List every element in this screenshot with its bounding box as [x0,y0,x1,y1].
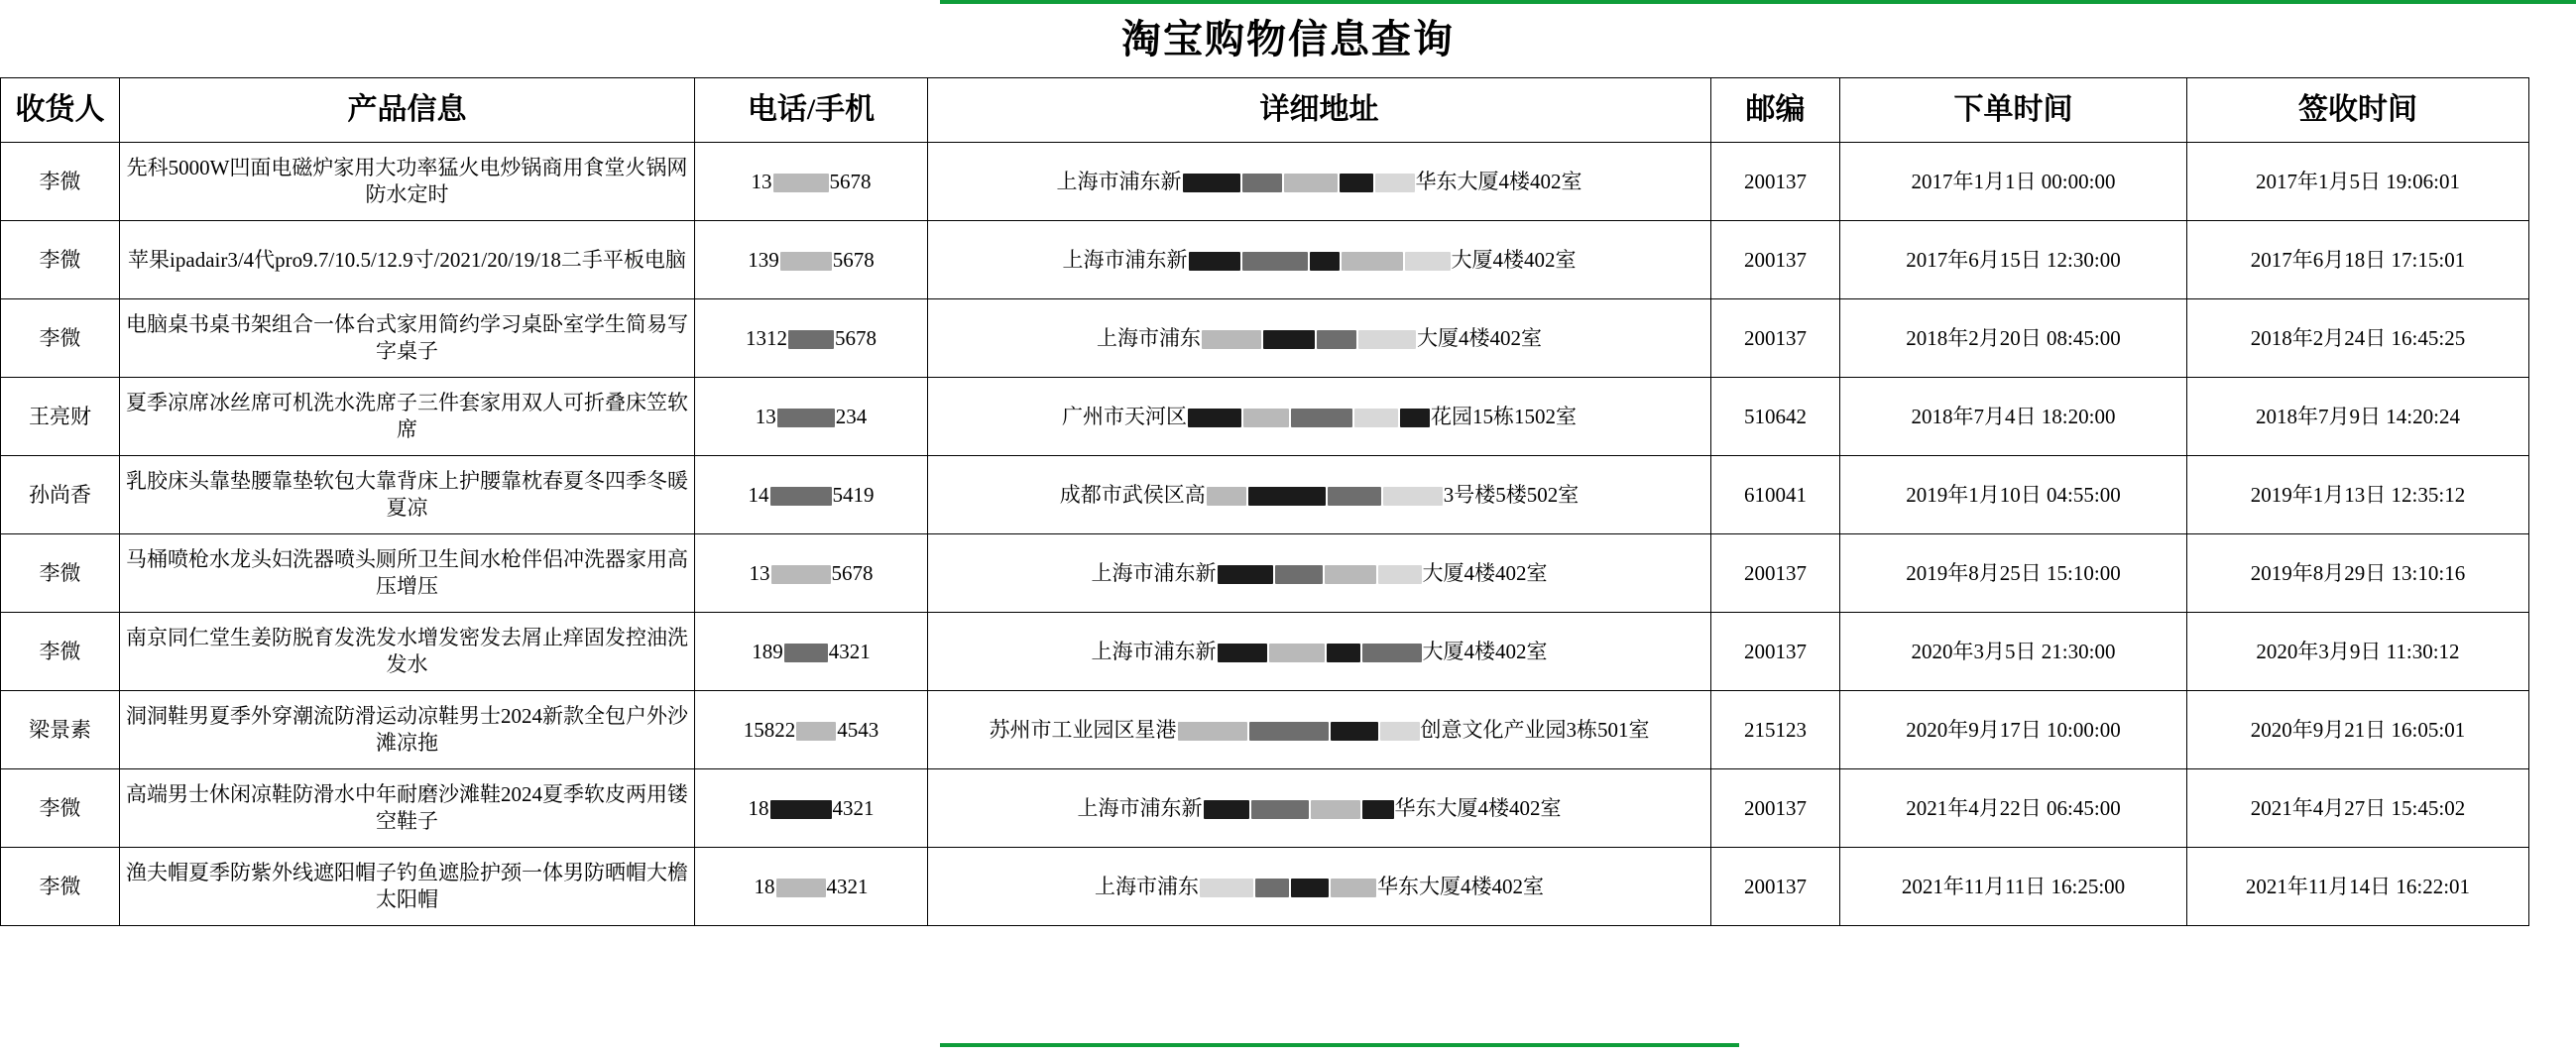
cell-product: 乳胶床头靠垫腰靠垫软包大靠背床上护腰靠枕春夏冬四季冬暖夏凉 [120,456,695,534]
redaction-mask [1331,879,1376,897]
cell-order-time: 2020年9月17日 10:00:00 [1840,691,2187,769]
cell-address [928,691,1711,769]
redaction-mask [1311,800,1360,819]
cell-zip: 610041 [1711,456,1840,534]
phone-suffix: 4321 [828,639,871,663]
cell-recipient: 李微 [1,299,120,378]
cell-product: 洞洞鞋男夏季外穿潮流防滑运动凉鞋男士2024新款全包户外沙滩凉拖 [120,691,695,769]
redaction-mask [771,565,831,584]
cell-zip: 215123 [1711,691,1840,769]
cell-recipient: 孙尚香 [1,456,120,534]
phone-suffix: 234 [835,404,868,428]
redaction-mask [1249,722,1329,741]
redaction-mask [776,879,826,897]
redaction-mask [1325,565,1376,584]
cell-receive-time: 2020年3月9日 11:30:12 [2187,613,2529,691]
phone-suffix: 5678 [835,325,877,350]
redaction-mask [788,330,834,349]
address-suffix: 大厦4楼402室 [1417,325,1542,350]
phone-suffix: 4321 [826,874,869,898]
phone-prefix: 15822 [743,717,796,742]
redaction-mask [1251,800,1309,819]
cell-phone [695,769,928,848]
cell-zip: 200137 [1711,848,1840,926]
col-header-product: 产品信息 [120,78,695,143]
redaction-mask [1383,487,1443,506]
cell-order-time: 2020年3月5日 21:30:00 [1840,613,2187,691]
cell-receive-time: 2021年11月14日 16:22:01 [2187,848,2529,926]
cell-recipient: 李微 [1,613,120,691]
table-row [1,848,2529,926]
cell-phone [695,613,928,691]
phone-prefix: 14 [748,482,769,507]
cell-phone [695,848,928,926]
redaction-mask [780,252,832,271]
cell-recipient: 李微 [1,143,120,221]
redaction-mask [1291,879,1329,897]
table-row [1,456,2529,534]
col-header-recipient: 收货人 [1,78,120,143]
col-header-phone: 电话/手机 [695,78,928,143]
top-accent-bar [940,0,2576,4]
redaction-mask [1378,565,1422,584]
redaction-mask [1183,174,1240,192]
cell-phone [695,534,928,613]
redaction-mask [1207,487,1246,506]
address-suffix: 大厦4楼402室 [1422,639,1548,663]
redaction-mask [777,409,835,427]
cell-zip: 200137 [1711,534,1840,613]
phone-prefix: 189 [752,639,783,663]
phone-prefix: 13 [751,169,772,193]
redaction-mask [1242,174,1282,192]
redaction-mask [1310,252,1340,271]
address-prefix: 上海市浦东新 [1062,247,1188,272]
bottom-accent-bar [940,1043,1739,1047]
phone-suffix: 4321 [832,795,875,820]
redaction-mask [1275,565,1323,584]
cell-recipient: 王亮财 [1,378,120,456]
redaction-mask [1269,644,1325,662]
cell-receive-time: 2021年4月27日 15:45:02 [2187,769,2529,848]
cell-address [928,299,1711,378]
cell-zip: 200137 [1711,143,1840,221]
cell-address [928,848,1711,926]
table-row [1,221,2529,299]
cell-receive-time: 2020年9月21日 16:05:01 [2187,691,2529,769]
phone-prefix: 139 [748,247,779,272]
redaction-mask [1400,409,1430,427]
address-suffix: 3号楼5楼502室 [1443,482,1580,507]
address-prefix: 广州市天河区 [1062,404,1187,428]
page-title: 淘宝购物信息查询 [1121,17,1455,61]
cell-recipient: 李微 [1,769,120,848]
cell-phone [695,299,928,378]
cell-recipient: 梁景素 [1,691,120,769]
address-prefix: 上海市浦东新 [1091,639,1217,663]
cell-receive-time: 2017年6月18日 17:15:01 [2187,221,2529,299]
cell-product: 渔夫帽夏季防紫外线遮阳帽子钓鱼遮脸护颈一体男防晒帽大檐太阳帽 [120,848,695,926]
cell-product: 电脑桌书桌书架组合一体台式家用简约学习桌卧室学生简易写字桌子 [120,299,695,378]
cell-receive-time: 2019年8月29日 13:10:16 [2187,534,2529,613]
redaction-mask [770,487,832,506]
phone-suffix: 5419 [832,482,875,507]
phone-suffix: 5678 [829,169,872,193]
redaction-mask [770,800,832,819]
redaction-mask [1202,330,1261,349]
cell-order-time: 2018年2月20日 08:45:00 [1840,299,2187,378]
cell-product: 南京同仁堂生姜防脱育发洗发水增发密发去屑止痒固发控油洗发水 [120,613,695,691]
order-table [0,77,2529,926]
table-row [1,299,2529,378]
cell-recipient: 李微 [1,848,120,926]
cell-order-time: 2019年1月10日 04:55:00 [1840,456,2187,534]
redaction-mask [1362,800,1394,819]
redaction-mask [1331,722,1378,741]
phone-prefix: 13 [755,404,776,428]
cell-recipient: 李微 [1,534,120,613]
col-header-address: 详细地址 [928,78,1711,143]
cell-order-time: 2019年8月25日 15:10:00 [1840,534,2187,613]
phone-suffix: 5678 [831,560,874,585]
address-prefix: 上海市浦东 [1097,325,1201,350]
table-row [1,378,2529,456]
cell-phone [695,456,928,534]
phone-prefix: 18 [754,874,775,898]
col-header-receive-time: 签收时间 [2187,78,2529,143]
redaction-mask [1317,330,1356,349]
table-header-row [1,78,2529,143]
cell-order-time: 2021年11月11日 16:25:00 [1840,848,2187,926]
table-row [1,769,2529,848]
cell-address [928,769,1711,848]
cell-receive-time: 2017年1月5日 19:06:01 [2187,143,2529,221]
cell-phone [695,378,928,456]
phone-prefix: 1312 [746,325,787,350]
redaction-mask [1189,252,1240,271]
redaction-mask [1380,722,1420,741]
redaction-mask [1243,409,1289,427]
cell-product: 先科5000W凹面电磁炉家用大功率猛火电炒锅商用食堂火锅网防水定时 [120,143,695,221]
cell-zip: 510642 [1711,378,1840,456]
redaction-mask [1255,879,1289,897]
table-row [1,613,2529,691]
redaction-mask [1358,330,1416,349]
cell-phone [695,691,928,769]
cell-phone [695,143,928,221]
cell-product: 苹果ipadair3/4代pro9.7/10.5/12.9寸/2021/20/19/18二手平板电脑 [120,221,695,299]
redaction-mask [1204,800,1249,819]
cell-order-time: 2021年4月22日 06:45:00 [1840,769,2187,848]
redaction-mask [1405,252,1451,271]
cell-address [928,456,1711,534]
cell-order-time: 2017年1月1日 00:00:00 [1840,143,2187,221]
redaction-mask [1375,174,1415,192]
address-prefix: 上海市浦东新 [1077,795,1203,820]
phone-prefix: 18 [748,795,769,820]
table-row [1,534,2529,613]
cell-receive-time: 2018年2月24日 16:45:25 [2187,299,2529,378]
redaction-mask [1218,644,1267,662]
redaction-mask [1218,565,1273,584]
redaction-mask [1328,487,1381,506]
cell-recipient: 李微 [1,221,120,299]
redaction-mask [773,174,829,192]
address-prefix: 成都市武侯区高 [1059,482,1206,507]
redaction-mask [1178,722,1247,741]
cell-address [928,378,1711,456]
col-header-order-time: 下单时间 [1840,78,2187,143]
redaction-mask [1291,409,1352,427]
redaction-mask [1327,644,1360,662]
address-suffix: 花园15栋1502室 [1431,404,1577,428]
cell-zip: 200137 [1711,769,1840,848]
redaction-mask [1248,487,1326,506]
cell-order-time: 2017年6月15日 12:30:00 [1840,221,2187,299]
table-row [1,143,2529,221]
address-suffix: 大厦4楼402室 [1422,560,1548,585]
address-suffix: 创意文化产业园3栋501室 [1420,717,1650,742]
address-suffix: 华东大厦4楼402室 [1394,795,1562,820]
address-suffix: 大厦4楼402室 [1451,247,1577,272]
redaction-mask [784,644,828,662]
table-row [1,691,2529,769]
phone-prefix: 13 [749,560,770,585]
cell-product: 高端男士休闲凉鞋防滑水中年耐磨沙滩鞋2024夏季软皮两用镂空鞋子 [120,769,695,848]
redaction-mask [1340,174,1373,192]
cell-product: 夏季凉席冰丝席可机洗水洗席子三件套家用双人可折叠床笠软席 [120,378,695,456]
redaction-mask [1242,252,1308,271]
redaction-mask [1200,879,1253,897]
redaction-mask [1263,330,1315,349]
cell-product: 马桶喷枪水龙头妇洗器喷头厕所卫生间水枪伴侣冲洗器家用高压增压 [120,534,695,613]
redaction-mask [1188,409,1241,427]
cell-address [928,221,1711,299]
cell-zip: 200137 [1711,299,1840,378]
address-prefix: 上海市浦东新 [1056,169,1182,193]
address-suffix: 华东大厦4楼402室 [1377,874,1544,898]
address-prefix: 上海市浦东新 [1091,560,1217,585]
cell-address [928,143,1711,221]
address-prefix: 上海市浦东 [1095,874,1199,898]
cell-address [928,613,1711,691]
redaction-mask [796,722,836,741]
address-prefix: 苏州市工业园区星港 [989,717,1177,742]
cell-zip: 200137 [1711,221,1840,299]
cell-address [928,534,1711,613]
redaction-mask [1342,252,1403,271]
cell-phone [695,221,928,299]
phone-suffix: 5678 [832,247,875,272]
cell-receive-time: 2018年7月9日 14:20:24 [2187,378,2529,456]
cell-receive-time: 2019年1月13日 12:35:12 [2187,456,2529,534]
redaction-mask [1354,409,1398,427]
address-suffix: 华东大厦4楼402室 [1415,169,1582,193]
redaction-mask [1284,174,1338,192]
phone-suffix: 4543 [837,717,879,742]
col-header-zip: 邮编 [1711,78,1840,143]
cell-zip: 200137 [1711,613,1840,691]
cell-order-time: 2018年7月4日 18:20:00 [1840,378,2187,456]
redaction-mask [1362,644,1422,662]
